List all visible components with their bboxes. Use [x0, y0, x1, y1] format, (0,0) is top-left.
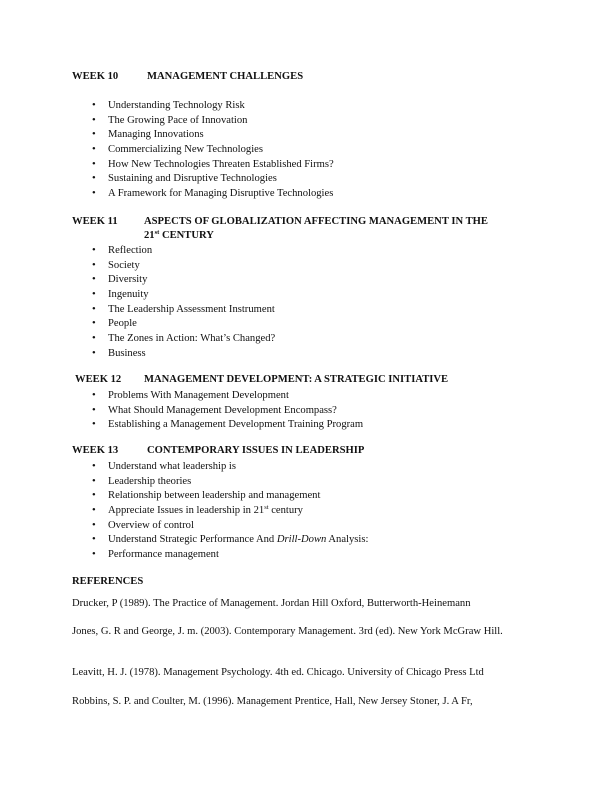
- item-text: The Leadership Assessment Instrument: [108, 303, 275, 315]
- item-text: Reflection: [108, 245, 153, 256]
- list-item: [72, 404, 363, 419]
- item-text: Business: [108, 347, 146, 359]
- list-item: [72, 548, 368, 563]
- item-text-italic: Drill-Down: [276, 534, 327, 546]
- bullet-icon: •: [92, 303, 96, 315]
- item-text: Appreciate Issues in leadership in 21: [108, 505, 265, 517]
- list-item: [72, 288, 275, 303]
- list-item: [72, 504, 368, 519]
- list-item: [72, 273, 275, 288]
- superscript: st: [264, 504, 269, 512]
- bullet-icon: •: [92, 144, 96, 156]
- item-text: Establishing a Management Development Training Program: [108, 419, 364, 431]
- item-text: Society: [108, 259, 140, 271]
- bullet-icon: •: [92, 505, 96, 517]
- item-text: Analysis:: [326, 534, 369, 546]
- list-item: [72, 259, 275, 274]
- item-text: century: [268, 505, 303, 517]
- bullet-icon: •: [92, 245, 96, 256]
- item-text: A Framework for Managing Disruptive Technologies: [108, 188, 334, 200]
- bullet-icon: •: [92, 475, 96, 487]
- bullet-icon: •: [92, 188, 96, 200]
- week-title: MANAGEMENT CHALLENGES: [147, 71, 304, 82]
- item-text: Ingenuity: [108, 289, 149, 301]
- item-text: Understand what leadership is: [108, 461, 236, 472]
- references-heading: REFERENCES: [72, 576, 144, 587]
- week-title: MANAGEMENT DEVELOPMENT: A STRATEGIC INITIATIVE: [144, 374, 449, 385]
- item-text: What Should Management Development Encompass?: [108, 404, 337, 416]
- week-title: ASPECTS OF GLOBALIZATION AFFECTING MANAGEMENT IN THE: [144, 216, 488, 227]
- item-text: How New Technologies Threaten Established Firms?: [108, 158, 334, 170]
- bullet-icon: •: [92, 419, 96, 431]
- bullet-icon: •: [92, 318, 96, 330]
- bullet-icon: •: [92, 333, 96, 345]
- bullet-icon: •: [92, 289, 96, 301]
- item-text: Understand Strategic Performance And: [108, 534, 277, 546]
- item-text: Commercializing New Technologies: [108, 144, 263, 156]
- week-label: WEEK 12: [75, 374, 122, 385]
- bullet-icon: •: [92, 404, 96, 416]
- item-text: Problems With Management Development: [108, 390, 289, 401]
- list-item: [72, 114, 334, 129]
- week-label: WEEK 10: [72, 71, 119, 82]
- reference-entry: Leavitt, H. J. (1978). Management Psychology. 4th ed. Chicago. University of Chicago Press Ltd: [72, 667, 484, 678]
- title-text: 21: [144, 230, 155, 241]
- bullet-icon: •: [92, 390, 96, 401]
- bullet-icon: •: [92, 549, 96, 561]
- item-text: The Growing Pace of Innovation: [108, 114, 248, 126]
- item-text: The Zones in Action: What’s Changed?: [108, 333, 276, 345]
- week-10-topics: [72, 99, 334, 202]
- item-text: Performance management: [108, 549, 219, 561]
- bullet-icon: •: [92, 114, 96, 126]
- list-item: [72, 475, 368, 490]
- list-item: [72, 347, 275, 362]
- bullet-icon: •: [92, 461, 96, 472]
- bullet-icon: •: [92, 129, 96, 141]
- list-item: [72, 332, 275, 347]
- list-item: [72, 128, 334, 143]
- item-text: Overview of control: [108, 519, 194, 531]
- week-11-topics: [72, 244, 275, 362]
- list-item: [72, 187, 334, 202]
- list-item: [72, 418, 363, 433]
- list-item: [72, 303, 275, 318]
- list-item: [72, 172, 334, 187]
- bullet-icon: •: [92, 100, 96, 111]
- bullet-icon: •: [92, 519, 96, 531]
- list-item: [72, 158, 334, 173]
- reference-entry: Jones, G. R and George, J. m. (2003). Contemporary Management. 3rd (ed). New York McGraw Hill.: [72, 626, 503, 637]
- list-item: [72, 489, 368, 504]
- item-text: Understanding Technology Risk: [108, 100, 245, 111]
- item-text: Diversity: [108, 274, 148, 286]
- week-label: WEEK 11: [72, 216, 118, 227]
- item-text: People: [108, 318, 137, 330]
- item-text: Managing Innovations: [108, 129, 204, 141]
- bullet-icon: •: [92, 173, 96, 185]
- item-text: Leadership theories: [108, 475, 192, 487]
- item-text: Sustaining and Disruptive Technologies: [108, 173, 277, 185]
- week-13-topics: [72, 460, 368, 563]
- reference-entry: Robbins, S. P. and Coulter, M. (1996). Management Prentice, Hall, New Jersey Stoner, J. A Fr,: [72, 696, 473, 707]
- list-item: [72, 244, 275, 259]
- list-item: [72, 533, 368, 548]
- superscript: st: [154, 229, 160, 236]
- bullet-icon: •: [92, 259, 96, 271]
- bullet-icon: •: [92, 534, 96, 546]
- week-title-line-2: [144, 230, 214, 241]
- list-item: [72, 519, 368, 534]
- title-text: CENTURY: [159, 230, 214, 241]
- bullet-icon: •: [92, 274, 96, 286]
- reference-entry: Drucker, P (1989). The Practice of Management. Jordan Hill Oxford, Butterworth-Heinemann: [72, 598, 471, 609]
- list-item: [72, 317, 275, 332]
- bullet-icon: •: [92, 347, 96, 359]
- week-label: WEEK 13: [72, 445, 119, 456]
- week-title: CONTEMPORARY ISSUES IN LEADERSHIP: [147, 445, 365, 456]
- list-item: [72, 143, 334, 158]
- list-item: [72, 389, 363, 404]
- item-text: Relationship between leadership and management: [108, 490, 321, 502]
- bullet-icon: •: [92, 158, 96, 170]
- week-12-topics: [72, 389, 363, 433]
- list-item: [72, 460, 368, 475]
- list-item: [72, 99, 334, 114]
- bullet-icon: •: [92, 490, 96, 502]
